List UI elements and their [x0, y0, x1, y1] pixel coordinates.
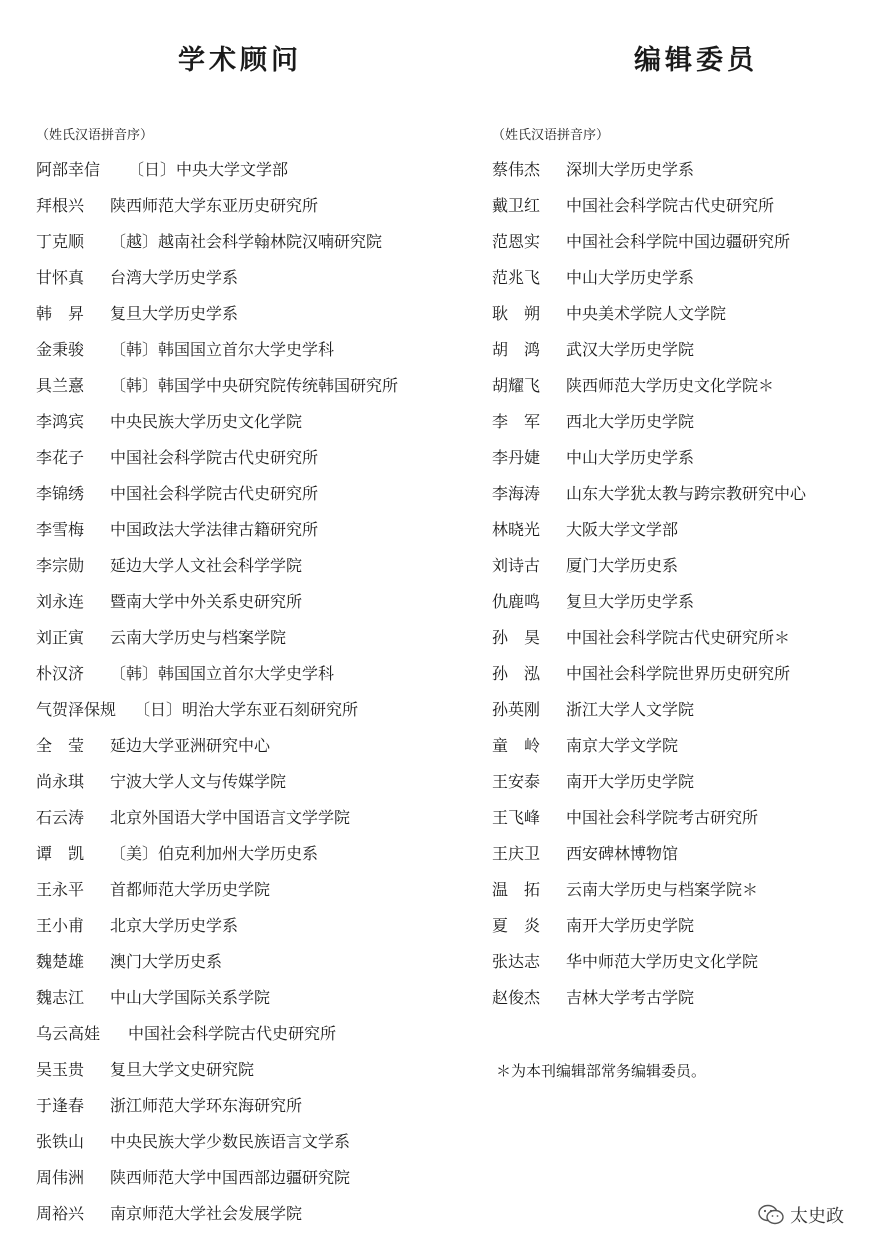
member-row: [492, 734, 806, 770]
member-affiliation: 中山大学历史学系: [566, 448, 695, 467]
member-name: 范恩实: [492, 232, 541, 251]
member-row: [36, 446, 398, 482]
member-name: 孙 泓: [492, 664, 541, 683]
member-name: 范兆飞: [492, 268, 541, 287]
member-name: 乌云高娃: [36, 1024, 101, 1043]
member-row: [492, 518, 806, 554]
member-name: 刘永连: [36, 592, 85, 611]
member-affiliation: 中国政法大学法律古籍研究所: [110, 520, 319, 539]
member-affiliation: 中国社会科学院考古研究所: [566, 808, 759, 827]
watermark-text: 太史政: [790, 1206, 844, 1227]
member-name: 谭 凯: [36, 844, 85, 863]
member-name: 于逢春: [36, 1096, 85, 1115]
member-name: 张铁山: [36, 1132, 85, 1151]
member-row: [492, 590, 806, 626]
member-name: 王小甫: [36, 916, 85, 935]
standing-editor-note: ＊为本刊编辑部常务编辑委员。: [496, 1062, 707, 1080]
member-affiliation: 浙江大学人文学院: [566, 700, 695, 719]
member-affiliation: 南京师范大学社会发展学院: [110, 1204, 303, 1223]
member-name: 李宗勋: [36, 556, 85, 575]
member-row: [36, 1022, 398, 1058]
member-affiliation: 延边大学人文社会科学学院: [110, 556, 303, 575]
member-affiliation: 南京大学文学院: [566, 736, 679, 755]
member-name: 仇鹿鸣: [492, 592, 541, 611]
member-affiliation: 〔美〕伯克利加州大学历史系: [110, 844, 319, 863]
member-row: [492, 806, 806, 842]
member-affiliation: 〔韩〕韩国国立首尔大学史学科: [110, 340, 335, 359]
member-affiliation: 北京外国语大学中国语言文学学院: [110, 808, 351, 827]
member-name: 李鸿宾: [36, 412, 85, 431]
member-name: 胡耀飞: [492, 376, 541, 395]
member-row: [492, 410, 806, 446]
member-name: 韩 昇: [36, 304, 85, 323]
member-affiliation: 云南大学历史与档案学院＊: [566, 880, 759, 899]
member-row: [36, 1130, 398, 1166]
member-name: 石云涛: [36, 808, 85, 827]
member-affiliation: 复旦大学历史学系: [110, 304, 239, 323]
member-affiliation: 复旦大学历史学系: [566, 592, 695, 611]
member-row: [492, 194, 806, 230]
watermark: [758, 1202, 844, 1228]
member-row: [36, 554, 398, 590]
member-row: [36, 1058, 398, 1094]
member-affiliation: 南开大学历史学院: [566, 916, 695, 935]
member-name: 甘怀真: [36, 268, 85, 287]
member-row: [36, 518, 398, 554]
member-affiliation: 中山大学历史学系: [566, 268, 695, 287]
member-name: 王飞峰: [492, 808, 541, 827]
member-affiliation: 中国社会科学院古代史研究所＊: [566, 628, 791, 647]
member-row: [492, 770, 806, 806]
member-row: [36, 626, 398, 662]
member-row: [36, 374, 398, 410]
editors-list: [492, 158, 806, 1022]
member-affiliation: 陕西师范大学东亚历史研究所: [110, 196, 319, 215]
member-name: 胡 鸿: [492, 340, 541, 359]
member-affiliation: 北京大学历史学系: [110, 916, 239, 935]
member-name: 林晓光: [492, 520, 541, 539]
member-row: [492, 554, 806, 590]
member-name: 魏志江: [36, 988, 85, 1007]
member-row: [36, 698, 398, 734]
member-name: 周伟洲: [36, 1168, 85, 1187]
member-affiliation: 台湾大学历史学系: [110, 268, 239, 287]
member-affiliation: 延边大学亚洲研究中心: [110, 736, 271, 755]
member-row: [492, 842, 806, 878]
member-name: 孙 昊: [492, 628, 541, 647]
member-affiliation: 西安碑林博物馆: [566, 844, 679, 863]
member-row: [36, 986, 398, 1022]
member-row: [492, 986, 806, 1022]
member-affiliation: 复旦大学文史研究院: [110, 1060, 255, 1079]
member-affiliation: 〔日〕中央大学文学部: [128, 160, 289, 179]
member-name: 蔡伟杰: [492, 160, 541, 179]
member-name: 王安泰: [492, 772, 541, 791]
member-row: [36, 878, 398, 914]
member-affiliation: 山东大学犹太教与跨宗教研究中心: [566, 484, 807, 503]
member-name: 李 军: [492, 412, 541, 431]
member-affiliation: 中央民族大学少数民族语言文学系: [110, 1132, 351, 1151]
member-row: [36, 662, 398, 698]
member-name: 丁克顺: [36, 232, 85, 251]
member-name: 阿部幸信: [36, 160, 101, 179]
member-row: [492, 266, 806, 302]
member-row: [492, 338, 806, 374]
member-affiliation: 中国社会科学院古代史研究所: [566, 196, 775, 215]
member-affiliation: 陕西师范大学中国西部边疆研究院: [110, 1168, 351, 1187]
member-name: 吴玉贵: [36, 1060, 85, 1079]
member-row: [492, 230, 806, 266]
member-affiliation: 西北大学历史学院: [566, 412, 695, 431]
editors-title: 编辑委员: [634, 45, 758, 76]
member-affiliation: 深圳大学历史学系: [566, 160, 695, 179]
member-row: [36, 914, 398, 950]
member-name: 气贺泽保规: [36, 700, 117, 719]
member-name: 金秉骏: [36, 340, 85, 359]
member-affiliation: 中国社会科学院古代史研究所: [110, 448, 319, 467]
member-row: [492, 482, 806, 518]
member-row: [36, 590, 398, 626]
member-row: [492, 914, 806, 950]
member-name: 张达志: [492, 952, 541, 971]
member-affiliation: 南开大学历史学院: [566, 772, 695, 791]
member-row: [36, 194, 398, 230]
member-row: [492, 626, 806, 662]
member-name: 王永平: [36, 880, 85, 899]
member-affiliation: 暨南大学中外关系史研究所: [110, 592, 303, 611]
member-affiliation: 中国社会科学院世界历史研究所: [566, 664, 791, 683]
member-name: 王庆卫: [492, 844, 541, 863]
member-affiliation: 武汉大学历史学院: [566, 340, 695, 359]
member-row: [492, 698, 806, 734]
member-row: [492, 662, 806, 698]
member-row: [36, 806, 398, 842]
member-name: 魏楚雄: [36, 952, 85, 971]
member-affiliation: 中央民族大学历史文化学院: [110, 412, 303, 431]
member-name: 李丹婕: [492, 448, 541, 467]
member-row: [36, 266, 398, 302]
member-row: [492, 950, 806, 986]
member-name: 具兰憙: [36, 376, 85, 395]
member-name: 戴卫红: [492, 196, 541, 215]
editors-order-note: （姓氏汉语拼音序）: [492, 128, 610, 143]
member-row: [36, 734, 398, 770]
member-affiliation: 中国社会科学院中国边疆研究所: [566, 232, 791, 251]
member-name: 朴汉济: [36, 664, 85, 683]
member-affiliation: 〔韩〕韩国国立首尔大学史学科: [110, 664, 335, 683]
member-row: [36, 158, 398, 194]
member-name: 赵俊杰: [492, 988, 541, 1007]
advisors-order-note: （姓氏汉语拼音序）: [36, 128, 154, 143]
member-row: [36, 410, 398, 446]
member-row: [492, 446, 806, 482]
member-affiliation: 大阪大学文学部: [566, 520, 679, 539]
member-affiliation: 云南大学历史与档案学院: [110, 628, 287, 647]
member-row: [36, 1202, 398, 1238]
member-row: [36, 302, 398, 338]
member-affiliation: 陕西师范大学历史文化学院＊: [566, 376, 775, 395]
member-name: 刘正寅: [36, 628, 85, 647]
member-affiliation: 〔日〕明治大学东亚石刻研究所: [134, 700, 359, 719]
member-row: [36, 1094, 398, 1130]
advisors-list: [36, 158, 398, 1238]
member-row: [36, 230, 398, 266]
member-name: 尚永琪: [36, 772, 85, 791]
member-name: 温 拓: [492, 880, 541, 899]
member-affiliation: 中国社会科学院古代史研究所: [128, 1024, 337, 1043]
member-affiliation: 宁波大学人文与传媒学院: [110, 772, 287, 791]
member-affiliation: 〔越〕越南社会科学翰林院汉喃研究院: [110, 232, 383, 251]
member-name: 全 莹: [36, 736, 85, 755]
member-name: 童 岭: [492, 736, 541, 755]
member-affiliation: 澳门大学历史系: [110, 952, 223, 971]
member-row: [36, 1166, 398, 1202]
member-name: 李海涛: [492, 484, 541, 503]
member-affiliation: 中央美术学院人文学院: [566, 304, 727, 323]
member-row: [36, 482, 398, 518]
member-row: [36, 950, 398, 986]
member-affiliation: 华中师范大学历史文化学院: [566, 952, 759, 971]
member-name: 周裕兴: [36, 1204, 85, 1223]
member-affiliation: 浙江师范大学环东海研究所: [110, 1096, 303, 1115]
member-name: 李雪梅: [36, 520, 85, 539]
member-row: [36, 842, 398, 878]
member-affiliation: 首都师范大学历史学院: [110, 880, 271, 899]
member-name: 李花子: [36, 448, 85, 467]
member-row: [36, 338, 398, 374]
member-affiliation: 厦门大学历史系: [566, 556, 679, 575]
member-row: [492, 374, 806, 410]
advisors-title: 学术顾问: [178, 45, 302, 76]
member-row: [492, 302, 806, 338]
member-name: 李锦绣: [36, 484, 85, 503]
member-name: 拜根兴: [36, 196, 85, 215]
member-affiliation: 吉林大学考古学院: [566, 988, 695, 1007]
member-row: [36, 770, 398, 806]
member-affiliation: 中山大学国际关系学院: [110, 988, 271, 1007]
member-affiliation: 中国社会科学院古代史研究所: [110, 484, 319, 503]
member-name: 夏 炎: [492, 916, 541, 935]
wechat-icon: [758, 1204, 784, 1226]
member-name: 耿 朔: [492, 304, 541, 323]
member-row: [492, 878, 806, 914]
member-name: 刘诗古: [492, 556, 541, 575]
member-affiliation: 〔韩〕韩国学中央研究院传统韩国研究所: [110, 376, 399, 395]
member-name: 孙英刚: [492, 700, 541, 719]
member-row: [492, 158, 806, 194]
